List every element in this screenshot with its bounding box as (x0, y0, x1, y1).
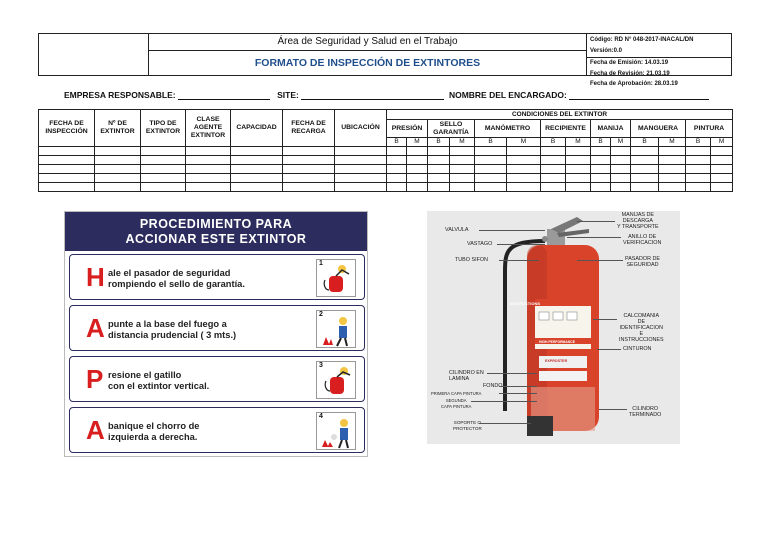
site-label: SITE: (277, 90, 299, 100)
col-clase-agente: CLASE AGENTE EXTINTOR (186, 110, 231, 147)
table-cell[interactable] (611, 174, 631, 183)
leader-line (499, 260, 539, 261)
step-2 (69, 305, 365, 351)
table-cell[interactable] (186, 156, 231, 165)
table-cell[interactable] (387, 183, 407, 192)
col-fecha-recarga: FECHA DE RECARGA (283, 110, 335, 147)
table-cell[interactable] (591, 147, 611, 156)
leader-line (577, 221, 615, 222)
table-cell[interactable] (475, 156, 507, 165)
codigo-text: Código: RD N° 048-2017-INACAL/DN (590, 37, 694, 43)
table-cell[interactable] (507, 165, 541, 174)
table-cell[interactable] (507, 156, 541, 165)
col-fecha-inspeccion: FECHA DE INSPECCIÓN (39, 110, 95, 147)
label-anillo: ANILLO DE VERIFICACION (623, 234, 662, 246)
inspection-table (38, 109, 733, 192)
aim-illustration (316, 310, 356, 348)
cond-recipiente: RECIPIENTE (541, 120, 591, 138)
table-cell[interactable] (611, 156, 631, 165)
poster-title-line2: ACCIONAR ESTE EXTINTOR (125, 232, 307, 246)
step-letter: H (86, 262, 105, 292)
step-number: 2 (319, 311, 323, 318)
poster-title (65, 212, 367, 251)
table-cell[interactable] (186, 165, 231, 174)
table-cell[interactable] (39, 174, 95, 183)
table-cell[interactable] (507, 183, 541, 192)
table-cell[interactable] (566, 147, 591, 156)
table-cell[interactable] (659, 174, 686, 183)
table-cell[interactable] (566, 156, 591, 165)
cond-bueno: B (387, 138, 407, 147)
leader-line (593, 319, 617, 320)
sweep-illustration (316, 412, 356, 450)
label-high-performance: HIGH PERFORMANCE (539, 340, 575, 344)
table-cell[interactable] (475, 174, 507, 183)
table-cell[interactable] (711, 183, 733, 192)
step-text: resione el gatillo con el extintor vertical. (108, 370, 210, 391)
table-cell[interactable] (686, 147, 711, 156)
table-cell[interactable] (659, 156, 686, 165)
table-cell[interactable] (335, 156, 387, 165)
table-cell[interactable] (591, 174, 611, 183)
label-manijas: MANIJAS DE DESCARGA Y TRANSPORTE (617, 212, 659, 230)
table-cell[interactable] (450, 165, 475, 174)
table-cell[interactable] (39, 165, 95, 174)
table-cell[interactable] (591, 183, 611, 192)
step-letter: P (86, 364, 104, 394)
leader-line (479, 230, 545, 231)
table-cell[interactable] (659, 183, 686, 192)
table-cell[interactable] (591, 165, 611, 174)
cond-bueno: B (631, 138, 659, 147)
document-header (38, 33, 732, 87)
step-3 (69, 356, 365, 402)
table-cell[interactable] (507, 147, 541, 156)
label-vastago: VASTAGO (467, 241, 493, 247)
fecha-revision-text: Fecha de Revisión: 21.03.19 (590, 70, 670, 77)
area-label: Área de Seguridad y Salud en el Trabajo (149, 34, 586, 51)
table-cell[interactable] (631, 147, 659, 156)
table-cell[interactable] (711, 174, 733, 183)
table-cell[interactable] (283, 156, 335, 165)
table-cell[interactable] (686, 165, 711, 174)
table-cell[interactable] (407, 174, 428, 183)
table-cell[interactable] (541, 183, 566, 192)
leader-line (487, 373, 537, 374)
step-number: 4 (319, 413, 323, 420)
cond-malo: M (566, 138, 591, 147)
empresa-input-line[interactable] (178, 92, 270, 100)
table-cell[interactable] (95, 183, 141, 192)
table-cell[interactable] (231, 156, 283, 165)
label-pasador: PASADOR DE SEGURIDAD (625, 256, 660, 268)
table-cell[interactable] (387, 165, 407, 174)
table-cell[interactable] (387, 147, 407, 156)
cond-malo: M (711, 138, 733, 147)
table-cell[interactable] (450, 147, 475, 156)
table-cell[interactable] (141, 183, 186, 192)
table-row (39, 147, 733, 156)
conditions-header: CONDICIONES DEL EXTINTOR (387, 110, 733, 120)
cond-manguera: MANGUERA (631, 120, 686, 138)
cond-sello: SELLO GARANTÍA (428, 120, 475, 138)
label-primera-capa: PRIMERA CAPA PINTURA (431, 391, 482, 396)
cond-bueno: B (541, 138, 566, 147)
table-cell[interactable] (659, 165, 686, 174)
table-cell[interactable] (283, 174, 335, 183)
table-cell[interactable] (541, 174, 566, 183)
table-cell[interactable] (631, 174, 659, 183)
cond-manometro: MANÓMETRO (475, 120, 541, 138)
fecha-aprobacion-text: Fecha de Aprobación: 28.03.19 (590, 81, 678, 87)
table-cell[interactable] (283, 165, 335, 174)
cond-bueno: B (428, 138, 450, 147)
table-cell[interactable] (428, 174, 450, 183)
step-4 (69, 407, 365, 453)
meta-top (587, 34, 731, 58)
table-cell[interactable] (407, 183, 428, 192)
poster-title-line1: PROCEDIMIENTO PARA (139, 217, 293, 231)
table-cell[interactable] (186, 174, 231, 183)
label-tubo-sifon: TUBO SIFON (455, 257, 488, 263)
encargado-label: NOMBRE DEL ENCARGADO: (448, 90, 567, 100)
table-cell[interactable] (686, 174, 711, 183)
table-cell[interactable] (39, 183, 95, 192)
table-cell[interactable] (95, 165, 141, 174)
table-cell[interactable] (475, 165, 507, 174)
table-row (39, 156, 733, 165)
cond-bueno: B (475, 138, 507, 147)
table-cell[interactable] (541, 147, 566, 156)
table-cell[interactable] (659, 147, 686, 156)
table-cell[interactable] (141, 156, 186, 165)
leader-line (567, 237, 621, 238)
label-cilindro-terminado: CILINDRO TERMINADO (629, 406, 662, 418)
firefighter-icon (317, 413, 357, 451)
table-cell[interactable] (611, 165, 631, 174)
table-cell[interactable] (231, 183, 283, 192)
leader-line (597, 349, 621, 350)
table-cell[interactable] (335, 183, 387, 192)
table-cell[interactable] (39, 147, 95, 156)
cond-manija: MANIJA (591, 120, 631, 138)
table-cell[interactable] (541, 165, 566, 174)
pull-pin-illustration (316, 259, 356, 297)
version-text: Versión:0.0 (590, 47, 623, 54)
table-cell[interactable] (95, 174, 141, 183)
table-cell[interactable] (566, 183, 591, 192)
table-cell[interactable] (631, 183, 659, 192)
table-cell[interactable] (335, 174, 387, 183)
cond-malo: M (611, 138, 631, 147)
cond-malo: M (507, 138, 541, 147)
table-cell[interactable] (407, 147, 428, 156)
table-cell[interactable] (711, 165, 733, 174)
header-title-cell (149, 34, 587, 75)
procedure-poster (64, 211, 368, 457)
table-cell[interactable] (541, 156, 566, 165)
table-cell[interactable] (631, 156, 659, 165)
label-calcomania: CALCOMANIA DE IDENTIFICACION E INSTRUCCIONES (619, 313, 664, 343)
step-number: 1 (319, 260, 323, 267)
table-cell[interactable] (475, 147, 507, 156)
extinguisher-icon (317, 362, 357, 400)
table-cell[interactable] (450, 174, 475, 183)
leader-line (471, 401, 537, 402)
col-ubicacion: UBICACIÓN (335, 110, 387, 147)
label-cilindro-lamina: CILINDRO EN LAMINA (449, 370, 484, 382)
step-text: ale el pasador de seguridad rompiendo el sello de garantía. (108, 268, 245, 289)
cond-presion: PRESIÓN (387, 120, 428, 138)
step-text: punte a la base del fuego a distancia prudencial ( 3 mts.) (108, 319, 237, 340)
cond-bueno: B (686, 138, 711, 147)
table-cell[interactable] (450, 183, 475, 192)
table-cell[interactable] (428, 183, 450, 192)
step-letter: A (86, 313, 105, 343)
table-cell[interactable] (450, 156, 475, 165)
leader-line (499, 393, 537, 394)
cond-pintura: PINTURA (686, 120, 733, 138)
table-cell[interactable] (407, 156, 428, 165)
table-cell[interactable] (231, 147, 283, 156)
leader-line (497, 244, 545, 245)
table-cell[interactable] (711, 156, 733, 165)
table-cell[interactable] (711, 147, 733, 156)
table-row (39, 165, 733, 174)
table-cell[interactable] (141, 174, 186, 183)
leader-line (577, 260, 623, 261)
encargado-input-line[interactable] (569, 92, 709, 100)
table-cell[interactable] (611, 183, 631, 192)
table-cell[interactable] (387, 156, 407, 165)
table-cell[interactable] (283, 183, 335, 192)
cond-malo: M (450, 138, 475, 147)
logo-cell (39, 34, 149, 75)
label-cinturon: CINTURON (623, 346, 652, 352)
col-capacidad: CAPACIDAD (231, 110, 283, 147)
table-cell[interactable] (611, 147, 631, 156)
table-cell[interactable] (686, 183, 711, 192)
table-cell[interactable] (566, 165, 591, 174)
table-cell[interactable] (95, 156, 141, 165)
table-cell[interactable] (428, 165, 450, 174)
step-text: banique el chorro de izquierda a derecha. (108, 421, 200, 442)
col-tipo-extintor: TIPO DE EXTINTOR (141, 110, 186, 147)
site-input-line[interactable] (301, 92, 444, 100)
table-cell[interactable] (428, 147, 450, 156)
label-instructions: INSTRUCTIONS (510, 301, 540, 306)
step-letter: A (86, 415, 105, 445)
table-cell[interactable] (566, 174, 591, 183)
table-cell[interactable] (186, 183, 231, 192)
label-soporte: SOPORTE O PROTECTOR (453, 420, 482, 431)
label-valvula: VALVULA (445, 227, 469, 233)
step-1 (69, 254, 365, 300)
table-cell[interactable] (141, 147, 186, 156)
cond-bueno: B (591, 138, 611, 147)
step-number: 3 (319, 362, 323, 369)
table-cell[interactable] (387, 174, 407, 183)
brand-label: EXPROSTER (545, 359, 568, 363)
squeeze-illustration (316, 361, 356, 399)
table-cell[interactable] (475, 183, 507, 192)
table-row (39, 183, 733, 192)
leader-line (499, 386, 537, 387)
table-cell[interactable] (141, 165, 186, 174)
cond-malo: M (659, 138, 686, 147)
table-cell[interactable] (335, 165, 387, 174)
fecha-emision-text: Fecha de Emisión: 14.03.19 (590, 60, 669, 66)
label-segunda-capa: SEGUNDA CAPA PINTURA (441, 398, 472, 409)
table-cell[interactable] (507, 174, 541, 183)
table-cell[interactable] (686, 156, 711, 165)
document-title: FORMATO DE INSPECCIÓN DE EXTINTORES (254, 57, 481, 69)
table-row (39, 174, 733, 183)
table-cell[interactable] (186, 147, 231, 156)
table-cell[interactable] (428, 156, 450, 165)
label-fondo: FONDO (483, 383, 503, 389)
extinguisher-icon (317, 260, 357, 298)
table-cell[interactable] (231, 165, 283, 174)
responsible-fields (64, 90, 709, 100)
extinguisher-parts-diagram (427, 211, 680, 444)
empresa-label: EMPRESA RESPONSABLE: (64, 90, 176, 100)
firefighter-icon (317, 311, 357, 349)
table-cell[interactable] (283, 147, 335, 156)
leader-line (599, 409, 627, 410)
table-cell[interactable] (335, 147, 387, 156)
leader-line (479, 423, 531, 424)
cond-malo: M (407, 138, 428, 147)
table-cell[interactable] (631, 165, 659, 174)
table-cell[interactable] (591, 156, 611, 165)
table-cell[interactable] (407, 165, 428, 174)
table-cell[interactable] (39, 156, 95, 165)
table-cell[interactable] (95, 147, 141, 156)
col-numero-extintor: Nº DE EXTINTOR (95, 110, 141, 147)
header-meta (587, 34, 731, 87)
table-cell[interactable] (231, 174, 283, 183)
